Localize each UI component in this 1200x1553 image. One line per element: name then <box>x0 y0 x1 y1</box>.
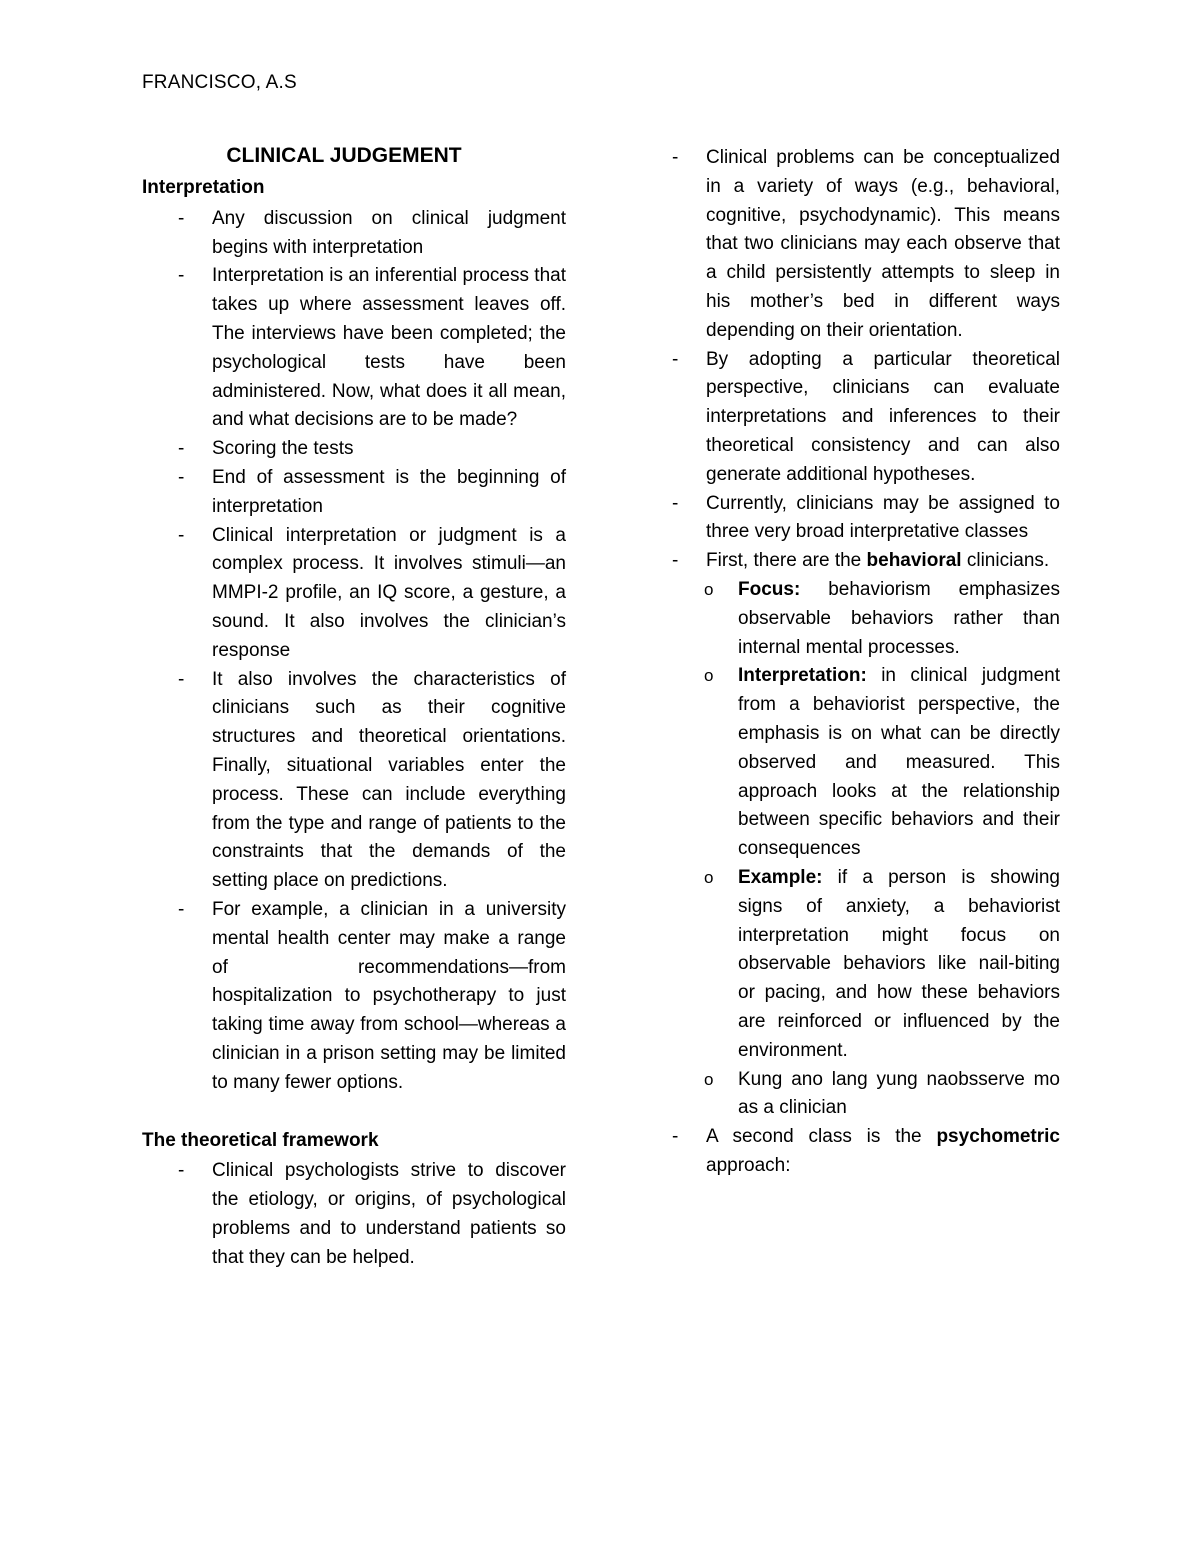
dash-marker: - <box>178 265 185 287</box>
list-item: - Interpretation is an inferential process that takes up where assessment leaves off. The interviews have been completed; the psychological tests have been administered. Now, what does it all mean, and what decisions are to be made? <box>142 262 566 435</box>
left-column <box>142 144 566 1272</box>
behavioral-sublist <box>668 576 1060 1123</box>
author-header: FRANCISCO, A.S <box>142 72 297 93</box>
dash-marker: - <box>178 1160 185 1182</box>
dash-marker: - <box>672 550 679 572</box>
list-item: - Clinical psychologists strive to discover the etiology, or origins, of psychological problems and to understand patients so that they can be helped. <box>142 1157 566 1272</box>
term-psychometric: psychometric <box>936 1126 1060 1148</box>
list-item: - Clinical interpretation or judgment is a complex process. It involves stimuli—an MMPI-2 profile, an IQ score, a gesture, a sound. It also involves the clinician’s response <box>142 522 566 666</box>
orientation-list <box>668 144 1060 1181</box>
list-item: - Clinical problems can be conceptualized in a variety of ways (e.g., behavioral, cognitive, psychodynamic). This means that two clinicians may each observe that a child persistently attempts to sleep in his mother’s bed in different ways depending on their orientation. <box>668 144 1060 346</box>
dash-marker: - <box>178 898 185 920</box>
right-column <box>668 144 1060 1181</box>
sublist-item: o Example: if a person is showing signs of anxiety, a behaviorist interpretation might focus on observable behaviors like nail-biting or pacing, and how these behaviors are reinforced or influenced by the environment. <box>668 864 1060 1066</box>
term-behavioral: behavioral <box>866 550 962 572</box>
document-title: CLINICAL JUDGEMENT <box>226 144 462 167</box>
list-item: - For example, a clinician in a university mental health center may make a range of recommendations—from hospitalization to psychotherapy to just taking time away from school—whereas a clinician in a prison setting may be limited to many fewer options. <box>142 896 566 1098</box>
circle-marker: o <box>704 666 714 686</box>
list-item: - End of assessment is the beginning of interpretation <box>142 464 566 522</box>
dash-marker: - <box>178 207 185 229</box>
circle-marker: o <box>704 579 714 599</box>
list-item: - It also involves the characteristics of clinicians such as their cognitive structures and theoretical orientations. Finally, situational variables enter the process. These can include everything from the type and range of patients to the constraints that the demands of the setting place on predictions. <box>142 666 566 896</box>
dash-marker: - <box>178 524 185 546</box>
circle-marker: o <box>704 1069 714 1089</box>
list-item: - Currently, clinicians may be assigned to three very broad interpretative classes <box>668 490 1060 548</box>
dash-marker: - <box>672 147 679 168</box>
list-item: - Scoring the tests <box>142 435 566 464</box>
dash-marker: - <box>178 438 185 460</box>
list-item: - By adopting a particular theoretical perspective, clinicians can evaluate interpretations and inferences to their theoretical consistency and can also generate additional hypotheses. <box>668 346 1060 490</box>
dash-marker: - <box>178 466 185 488</box>
sublist-item: o Kung ano lang yung naobsserve mo as a clinician <box>668 1066 1060 1124</box>
sublist-item: o Focus: behaviorism emphasizes observable behaviors rather than internal mental processes. <box>668 576 1060 662</box>
section-heading-theoretical-framework: The theoretical framework <box>142 1129 379 1151</box>
sublist-item: o Interpretation: in clinical judgment from a behaviorist perspective, the emphasis is on what can be directly observed and measured. This approach looks at the relationship between specific behaviors and their consequences <box>668 662 1060 864</box>
list-item: - First, there are the behavioral clinicians. o Focus: behaviorism emphasizes observable behaviors rather than internal mental processes. o Interpretation: in clinical judgment from a behaviorist perspective, the emphasis is on what can be directly observed and measured. This approach looks at the relationship between specific behaviors and their consequences o Example: if a person is showing signs of anxiety, a behaviorist interpretation might focus on observable behaviors like nail-biting or pacing, and how these behaviors are reinforced or influenced by the environment. o Kung ano lang yung naobsserve mo as a clinician <box>668 547 1060 1123</box>
dash-marker: - <box>178 668 185 690</box>
dash-marker: - <box>672 1126 679 1148</box>
circle-marker: o <box>704 867 714 887</box>
framework-list <box>142 1157 566 1272</box>
section-heading-interpretation: Interpretation <box>142 177 265 198</box>
list-item: - Any discussion on clinical judgment begins with interpretation <box>142 205 566 263</box>
dash-marker: - <box>672 348 679 370</box>
list-item: - A second class is the psychometric approach: <box>668 1123 1060 1181</box>
dash-marker: - <box>672 492 679 514</box>
interpretation-list <box>142 205 566 1098</box>
